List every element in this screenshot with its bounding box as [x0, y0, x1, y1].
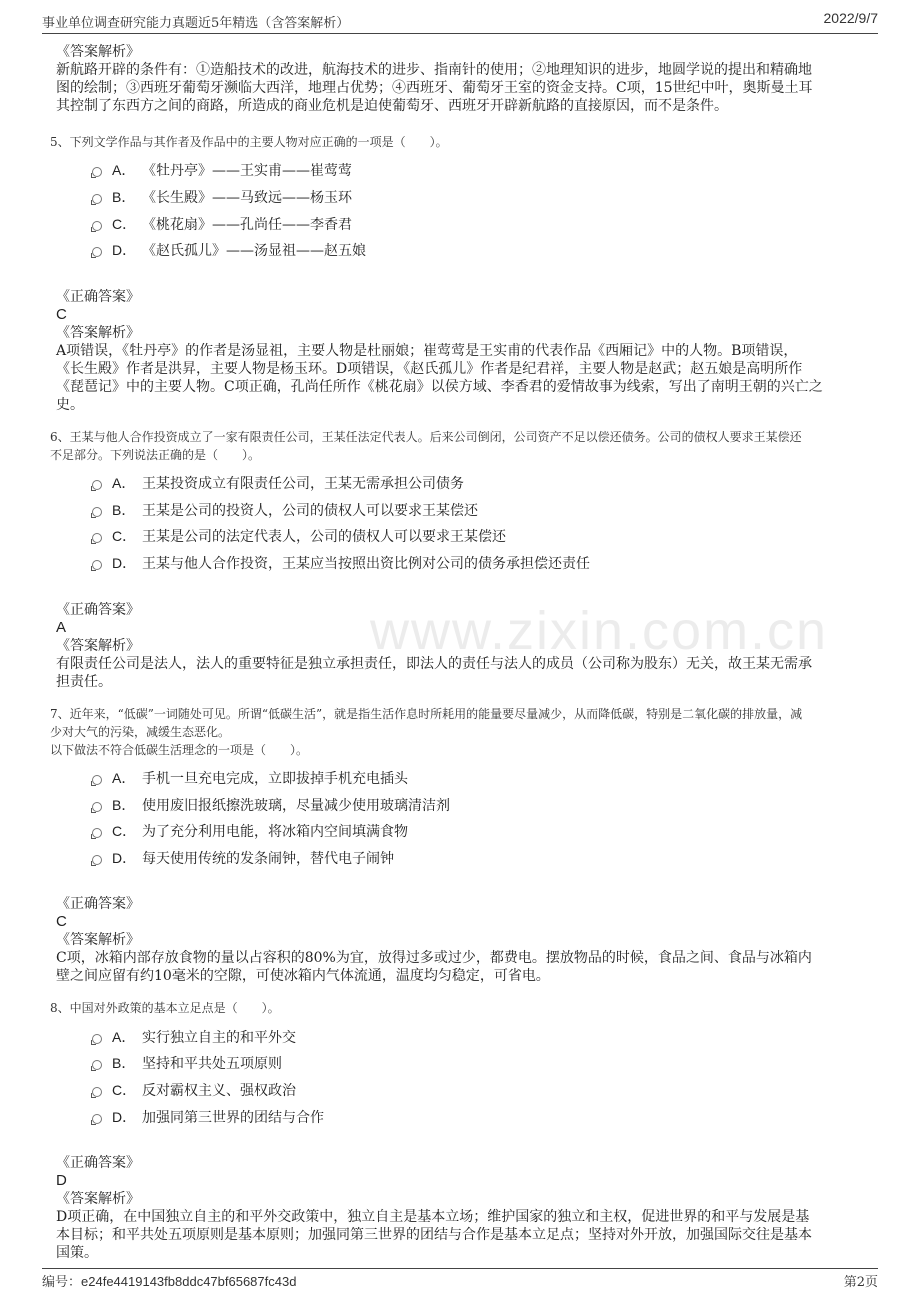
correct-answer-label: 《正确答案》: [56, 601, 140, 618]
radio-icon[interactable]: [92, 1034, 102, 1044]
analysis-line: D项正确，在中国独立自主的和平外交政策中，独立自主是基本立场；维护国家的独立和主权，促进世界的和平与发展是基: [56, 1209, 810, 1225]
analysis-line: 壁之间应留有约10毫米的空隙，可使冰箱内气体流通，温度均匀稳定，可省电。: [56, 968, 550, 985]
document-title: 事业单位调查研究能力真题近5年精选（含答案解析）: [42, 16, 350, 31]
analysis-line: 《长生殿》作者是洪昇，主要人物是杨玉环。D项错误，《赵氏孤儿》作者是纪君祥，主要人物是赵武；赵五娘是高明所作: [56, 360, 803, 377]
analysis-line: 图的绘制；③西班牙葡萄牙濒临大西洋，地理占优势；④西班牙、葡萄牙王室的资金支持。C项，15世纪中叶，奥斯曼土耳: [56, 80, 813, 96]
radio-icon[interactable]: [92, 1114, 102, 1124]
question-8: [50, 999, 866, 1262]
option-a[interactable]: A． 实行独立自主的和平外交: [92, 1023, 866, 1050]
question-stem: 少对大气的污染，减缓生态恶化。: [50, 724, 231, 739]
radio-icon[interactable]: [92, 775, 102, 785]
analysis-label: 《答案解析》: [56, 44, 140, 60]
analysis-line: 新航路开辟的条件有：①造船技术的改进，航海技术的进步、指南针的使用；②地理知识的进步，地圆学说的提出和精确地: [56, 62, 812, 78]
radio-icon[interactable]: [92, 560, 102, 570]
option-d[interactable]: D． 王某与他人合作投资，王某应当按照出资比例对公司的债务承担偿还责任: [92, 550, 866, 577]
radio-icon[interactable]: [92, 480, 102, 490]
document-code: 编号：e24fe4419143fb8ddc47bf65687fc43d: [42, 1274, 297, 1290]
correct-answer: A: [56, 618, 67, 636]
analysis-line: 本目标；和平共处五项原则是基本原则；加强同第三世界的团结与合作是基本立足点；坚持对外开放，加强国际交往是基本: [56, 1227, 812, 1243]
analysis-line: 其控制了东西方之间的商路，所造成的商业危机是迫使葡萄牙、西班牙开辟新航路的直接原因，而不是条件。: [56, 98, 728, 114]
question-6: [50, 428, 866, 691]
radio-icon[interactable]: [92, 221, 102, 231]
option-b[interactable]: B． 《长生殿》——马致远——杨玉环: [92, 184, 866, 211]
question-stem: 6、王某与他人合作投资成立了一家有限责任公司，王某任法定代表人。后来公司倒闭，公司资产不足以偿还债务。公司的债权人要求王某偿还: [50, 429, 802, 444]
option-a[interactable]: A． 王某投资成立有限责任公司，王某无需承担公司债务: [92, 470, 866, 497]
analysis-label: 《答案解析》: [56, 637, 140, 654]
question-stem: 7、近年来，“低碳”一词随处可见。所谓“低碳生活”，就是指生活作息时所耗用的能量要尽量减少，从而降低碳，特别是二氧化碳的排放量，减: [50, 706, 803, 721]
option-a[interactable]: A． 《牡丹亭》——王实甫——崔莺莺: [92, 157, 866, 184]
analysis-line: 担责任。: [56, 673, 112, 690]
option-d[interactable]: D． 《赵氏孤儿》——汤显祖——赵五娘: [92, 237, 866, 264]
radio-icon[interactable]: [92, 194, 102, 204]
option-b[interactable]: B． 使用废旧报纸擦洗玻璃，尽量减少使用玻璃清洁剂: [92, 791, 866, 818]
radio-icon[interactable]: [92, 828, 102, 838]
analysis-label: 《答案解析》: [56, 1191, 140, 1207]
analysis-line: 有限责任公司是法人，法人的重要特征是独立承担责任，即法人的责任与法人的成员（公司称为股东）无关，故王某无需承: [56, 655, 812, 672]
question-stem: 5、下列文学作品与其作者及作品中的主要人物对应正确的一项是（ ）。: [50, 135, 448, 149]
analysis-line: 《琵琶记》中的主要人物。C项正确，孔尚任所作《桃花扇》以侯方域、李香君的爱情故事为线索，写出了南明王朝的兴亡之: [56, 378, 823, 395]
question-stem: 以下做法不符合低碳生活理念的一项是（ ）。: [50, 742, 309, 757]
radio-icon[interactable]: [92, 507, 102, 517]
analysis-line: C项，冰箱内部存放食物的量以占容积的80%为宜，放得过多或过少，都费电。摆放物品的时候，食品之间、食品与冰箱内: [56, 950, 812, 967]
correct-answer-label: 《正确答案》: [56, 288, 140, 305]
intro-analysis: [56, 43, 866, 115]
correct-answer-label: 《正确答案》: [56, 1155, 140, 1171]
correct-answer: C: [56, 913, 67, 931]
footer-divider: [42, 1268, 878, 1269]
option-list: [92, 765, 866, 872]
question-5: [50, 133, 866, 414]
analysis-line: A项错误，《牡丹亭》的作者是汤显祖，主要人物是杜丽娘；崔莺莺是王实甫的代表作品《西厢记》中的人物。B项错误，: [56, 342, 798, 359]
correct-answer-label: 《正确答案》: [56, 896, 140, 913]
correct-answer: C: [56, 305, 67, 323]
correct-answer: D: [56, 1172, 67, 1189]
document-date: 2022/9/7: [823, 10, 878, 26]
option-d[interactable]: D． 加强同第三世界的团结与合作: [92, 1103, 866, 1130]
radio-icon[interactable]: [92, 1087, 102, 1097]
analysis-label: 《答案解析》: [56, 324, 140, 341]
option-list: [92, 1023, 866, 1130]
radio-icon[interactable]: [92, 247, 102, 257]
question-7: [50, 705, 866, 986]
radio-icon[interactable]: [92, 167, 102, 177]
radio-icon[interactable]: [92, 802, 102, 812]
page-number: 第2页: [843, 1275, 878, 1290]
option-a[interactable]: A． 手机一旦充电完成，立即拔掉手机充电插头: [92, 765, 866, 792]
analysis-line: 史。: [56, 396, 84, 413]
header-divider: [42, 33, 878, 34]
option-b[interactable]: B． 坚持和平共处五项原则: [92, 1050, 866, 1077]
watermark: www.zixin.com.cn: [370, 601, 829, 661]
option-c[interactable]: C． 《桃花扇》——孔尚任——李香君: [92, 210, 866, 237]
option-d[interactable]: D． 每天使用传统的发条闹钟，替代电子闹钟: [92, 845, 866, 872]
analysis-line: 国策。: [56, 1245, 98, 1261]
question-stem: 8、中国对外政策的基本立足点是（ ）。: [50, 1001, 280, 1016]
radio-icon[interactable]: [92, 533, 102, 543]
analysis-label: 《答案解析》: [56, 932, 140, 949]
question-stem: 不足部分。下列说法正确的是（ ）。: [50, 447, 261, 462]
option-list: [92, 470, 866, 577]
page-header: [42, 10, 878, 32]
page-content: [50, 43, 866, 1262]
option-c[interactable]: C． 反对霸权主义、强权政治: [92, 1077, 866, 1104]
option-c[interactable]: C． 王某是公司的法定代表人，公司的债权人可以要求王某偿还: [92, 523, 866, 550]
radio-icon[interactable]: [92, 855, 102, 865]
option-c[interactable]: C． 为了充分利用电能，将冰箱内空间填满食物: [92, 818, 866, 845]
option-list: [92, 157, 866, 264]
radio-icon[interactable]: [92, 1060, 102, 1070]
option-b[interactable]: B． 王某是公司的投资人，公司的债权人可以要求王某偿还: [92, 496, 866, 523]
